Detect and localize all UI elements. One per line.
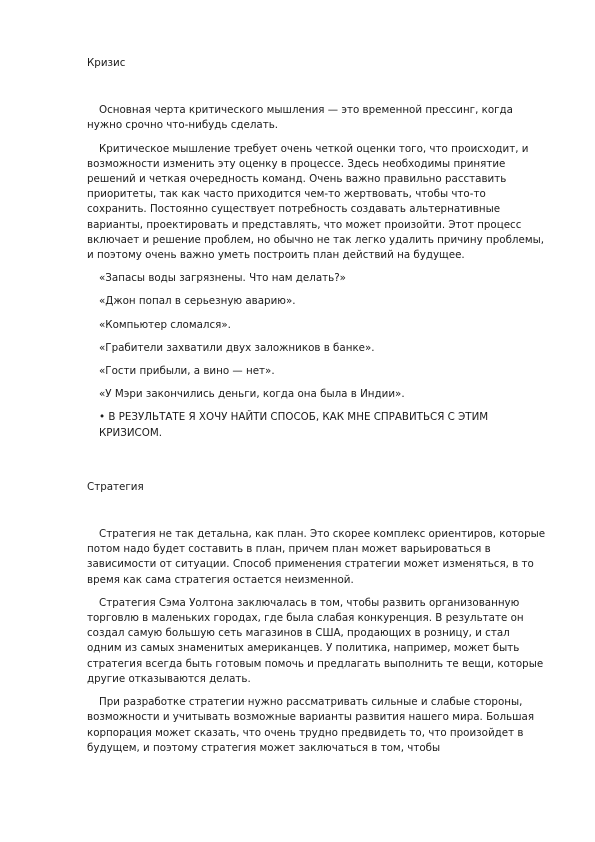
document-body	[87, 56, 547, 764]
paragraph: Критическое мышление требует очень четкой оценки того, что происходит, и возможности изменить эту оценку в процессе. Здесь необходимы принятие решений и четкая очередность команд. Очень важно правильно расставить приоритеты, так как часто приходится чем-то жертвовать, чтобы что-то сохранить. Постоянно существует потребность создавать альтернативные варианты, проектировать и представлять, что может произойти. Этот процесс включает и решение проблем, но обычно не так легко удалить причину проблемы, и поэтому очень важно уметь построить план действий на будущее.	[87, 142, 545, 262]
quote-line: «Грабители захватили двух заложников в банке».	[99, 341, 375, 354]
paragraph: Стратегия не так детальна, как план. Это скорее комплекс ориентиров, которые потом надо будет составить в план, причем план может варьироваться в зависимости от ситуации. Способ применения стратегии может изменяться, в то время как сама стратегия остается неизменной.	[87, 528, 546, 586]
quote-line: «Гости прибыли, а вино — нет».	[99, 365, 275, 378]
quote-line: «Запасы воды загрязнены. Что нам делать?»	[99, 272, 346, 285]
quote-line: «Компьютер сломался».	[99, 318, 231, 331]
paragraph: При разработке стратегии нужно рассматривать сильные и слабые стороны, возможности и учитывать возможные варианты развития нашего мира. Большая корпорация может сказать, что очень трудно предвидеть то, что произойдет в будущем, и поэтому стратегия может заключаться в том, чтобы	[87, 696, 535, 754]
paragraph: Основная черта критического мышления — это временной прессинг, когда нужно срочно что-нибудь сделать.	[87, 104, 513, 132]
section-title-crisis: Кризис	[87, 57, 126, 69]
quote-line: «У Мэри закончились деньги, когда она была в Индии».	[99, 388, 405, 401]
quote-line: «Джон попал в серьезную аварию».	[99, 295, 296, 308]
section-title-strategy: Стратегия	[87, 480, 144, 493]
paragraph: Стратегия Сэма Уолтона заключалась в том, чтобы развить организованную торговлю в маленьких городах, где была слабая конкуренция. В результате он создал самую большую сеть магазинов в США, продающих в розницу, и стал одним из самых знаменитых американцев. У политика, например, может быть стратегия всегда быть готовым помочь и предлагать выполнить те вещи, которые другие отказываются делать.	[87, 596, 544, 685]
crisis-conclusion: • В РЕЗУЛЬТАТЕ Я ХОЧУ НАЙТИ СПОСОБ, КАК МНЕ СПРАВИТЬСЯ С ЭТИМ КРИЗИСОМ.	[99, 411, 489, 439]
